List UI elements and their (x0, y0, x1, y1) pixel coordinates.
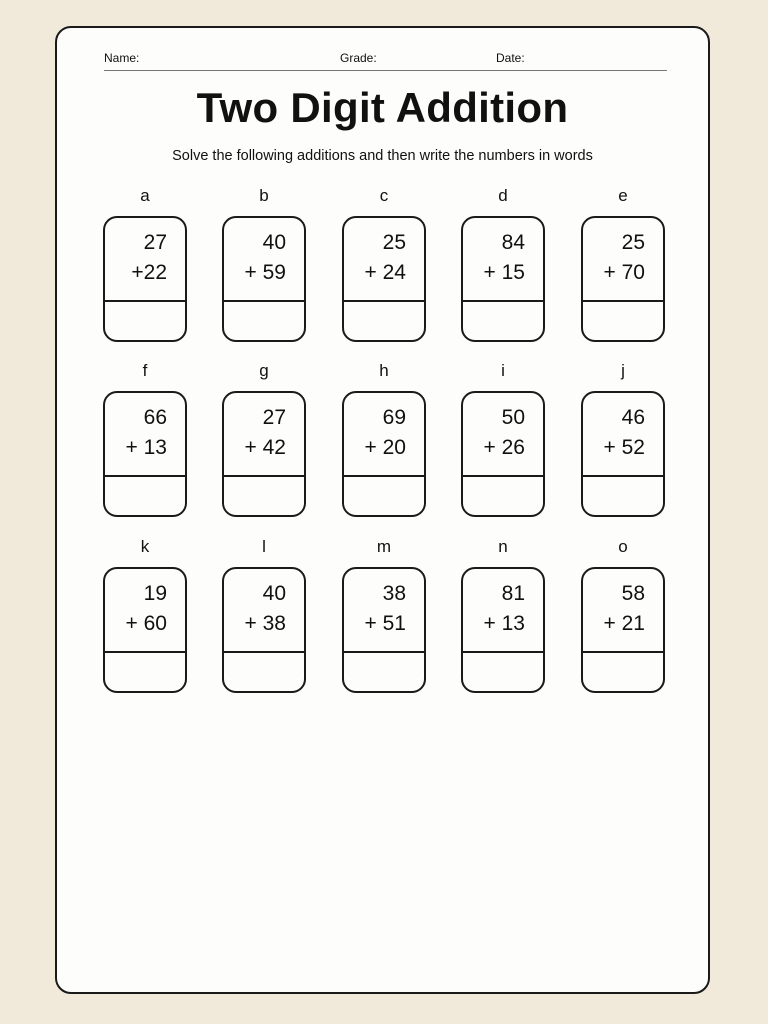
date-label: Date: (496, 51, 525, 65)
bottom-addend: + 13 (125, 436, 167, 459)
problem-letter: o (618, 537, 628, 556)
problem-card (222, 567, 306, 693)
problem-letter: g (259, 361, 269, 380)
problem-card (222, 391, 306, 517)
bottom-addend: + 59 (244, 261, 286, 284)
top-addend: 40 (262, 231, 286, 254)
top-addend: 84 (501, 231, 525, 254)
bottom-addend: + 60 (125, 612, 167, 635)
answer-box[interactable] (463, 477, 543, 515)
top-addend: 27 (143, 231, 167, 254)
answer-box[interactable] (344, 653, 424, 691)
problem-card (342, 216, 426, 342)
problem-card (461, 216, 545, 342)
problem-letter: d (498, 186, 508, 205)
answer-box[interactable] (224, 653, 304, 691)
problem-card (342, 567, 426, 693)
problem-card (103, 567, 187, 693)
name-label: Name: (104, 51, 140, 65)
answer-box[interactable] (583, 477, 663, 515)
problem-letter: a (140, 186, 150, 205)
top-addend: 66 (143, 406, 167, 429)
bottom-addend: + 13 (483, 612, 525, 635)
problem-letter: k (140, 537, 150, 556)
answer-box[interactable] (583, 302, 663, 340)
answer-box[interactable] (463, 302, 543, 340)
bottom-addend: + 42 (244, 436, 286, 459)
grade-label: Grade: (340, 51, 377, 65)
bottom-addend: + 15 (483, 261, 525, 284)
problem-letter: c (379, 186, 389, 205)
answer-box[interactable] (105, 477, 185, 515)
problem-letter: m (376, 537, 392, 556)
header-underline (104, 70, 667, 71)
answer-box[interactable] (583, 653, 663, 691)
worksheet-page (55, 26, 710, 994)
bottom-addend: + 38 (244, 612, 286, 635)
problem-card (103, 216, 187, 342)
problem-card (222, 216, 306, 342)
problem-card (461, 567, 545, 693)
answer-box[interactable] (344, 477, 424, 515)
answer-box[interactable] (344, 302, 424, 340)
problem-letter: l (262, 537, 266, 556)
bottom-addend: + 26 (483, 436, 525, 459)
answer-box[interactable] (224, 302, 304, 340)
answer-box[interactable] (463, 653, 543, 691)
problem-letter: b (259, 186, 269, 205)
answer-box[interactable] (224, 477, 304, 515)
bottom-addend: + 51 (364, 612, 406, 635)
problem-letter: e (618, 186, 628, 205)
top-addend: 38 (382, 582, 406, 605)
top-addend: 58 (621, 582, 645, 605)
top-addend: 50 (501, 406, 525, 429)
bottom-addend: + 52 (603, 436, 645, 459)
problem-card (103, 391, 187, 517)
bottom-addend: + 70 (603, 261, 645, 284)
top-addend: 81 (501, 582, 525, 605)
bottom-addend: + 21 (603, 612, 645, 635)
problem-card (581, 567, 665, 693)
top-addend: 25 (621, 231, 645, 254)
problem-card (581, 216, 665, 342)
top-addend: 27 (262, 406, 286, 429)
problem-letter: h (379, 361, 389, 380)
bottom-addend: + 20 (364, 436, 406, 459)
page-subtitle: Solve the following additions and then write the numbers in words (172, 148, 593, 164)
top-addend: 25 (382, 231, 406, 254)
problem-card (581, 391, 665, 517)
answer-box[interactable] (105, 653, 185, 691)
problem-letter: j (621, 361, 625, 380)
bottom-addend: +22 (131, 261, 167, 284)
problem-card (342, 391, 426, 517)
problem-letter: f (142, 361, 148, 380)
problem-card (461, 391, 545, 517)
top-addend: 40 (262, 582, 286, 605)
top-addend: 69 (382, 406, 406, 429)
problem-letter: n (498, 537, 508, 556)
top-addend: 19 (143, 582, 167, 605)
answer-box[interactable] (105, 302, 185, 340)
top-addend: 46 (621, 406, 645, 429)
bottom-addend: + 24 (364, 261, 406, 284)
problem-letter: i (501, 361, 505, 380)
page-title: Two Digit Addition (196, 84, 569, 131)
